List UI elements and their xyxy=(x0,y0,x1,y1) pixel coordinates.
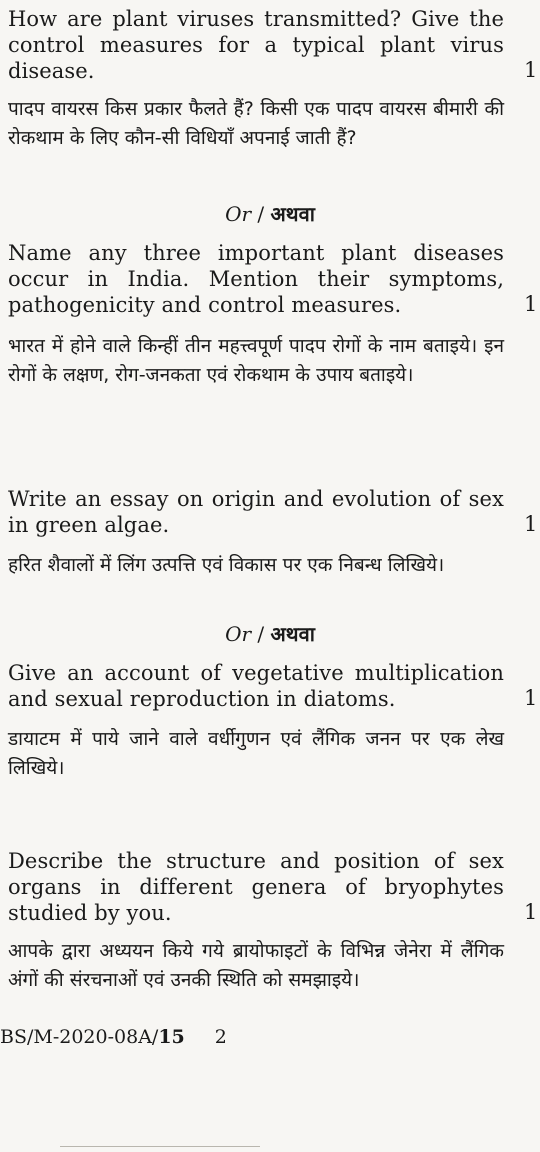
question-1-hindi: पादप वायरस किस प्रकार फैलते हैं? किसी एक पादप वायरस बीमारी की रोकथाम के लिए कौन-सी विधियाँ अपनाई जाती हैं? xyxy=(8,98,504,149)
or-label-hi: अथवा xyxy=(270,202,315,226)
question-5-english: Describe the structure and position of sex organs in different genera of bryophytes studied by you. xyxy=(8,849,504,925)
question-4-hindi: डायाटम में पाये जाने वाले वर्धीगुणन एवं लैंगिक जनन पर एक लेख लिखिये। xyxy=(8,728,504,779)
page-number: 2 xyxy=(214,1026,227,1048)
or-label-hi: अथवा xyxy=(270,622,315,646)
or-divider-1 xyxy=(0,200,540,227)
question-5-hindi: आपके द्वारा अध्ययन किये गये ब्रायोफाइटों के विभिन्न जेनेरा में लैंगिक अंगों की संरचनाओं एवं उनकी स्थिति को समझाइये। xyxy=(8,940,504,991)
question-4-marks: 1 xyxy=(524,686,538,710)
paper-code-bold: 15 xyxy=(158,1026,185,1048)
paper-code: BS/M-2020-08A/ xyxy=(0,1026,159,1048)
question-2-marks: 1 xyxy=(524,292,538,316)
question-5-marks: 1 xyxy=(524,900,538,924)
question-1-english: How are plant viruses transmitted? Give the control measures for a typical plant virus disease. xyxy=(8,7,504,83)
page-footer xyxy=(0,1026,227,1048)
or-divider-2 xyxy=(0,620,540,647)
or-separator: / xyxy=(251,202,271,226)
or-separator: / xyxy=(251,622,271,646)
bottom-rule xyxy=(60,1146,260,1147)
question-1-marks: 1 xyxy=(524,58,538,82)
question-3-marks: 1 xyxy=(524,512,538,536)
question-2-hindi: भारत में होने वाले किन्हीं तीन महत्त्वपूर्ण पादप रोगों के नाम बताइये। इन रोगों के लक्षण, रोग-जनकता एवं रोकथाम के उपाय बताइये। xyxy=(8,335,504,386)
or-label-en: Or xyxy=(225,622,252,646)
question-4-english: Give an account of vegetative multiplication and sexual reproduction in diatoms. xyxy=(8,661,504,711)
question-2-english: Name any three important plant diseases occur in India. Mention their symptoms, pathogenicity and control measures. xyxy=(8,241,504,317)
or-label-en: Or xyxy=(225,202,252,226)
question-3-hindi: हरित शैवालों में लिंग उत्पत्ति एवं विकास पर एक निबन्ध लिखिये। xyxy=(8,554,445,576)
question-3-english: Write an essay on origin and evolution of sex in green algae. xyxy=(8,487,504,537)
